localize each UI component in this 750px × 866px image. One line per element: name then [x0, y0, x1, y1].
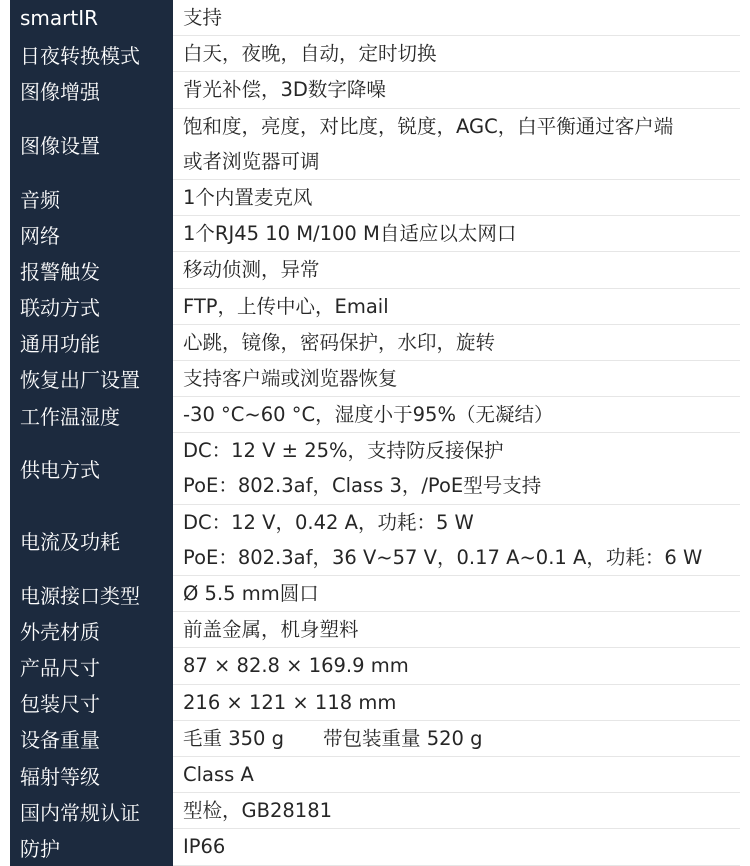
spec-label: 辐射等级 [10, 757, 173, 793]
spec-value [173, 757, 740, 793]
spec-row [10, 252, 740, 288]
spec-value [173, 252, 740, 288]
spec-row [10, 36, 740, 72]
spec-row [10, 721, 740, 757]
spec-value-line: 背光补偿，3D数字降噪 [183, 78, 386, 102]
spec-value-line: Ø 5.5 mm圆口 [183, 582, 319, 605]
spec-value-line: DC：12 V，0.42 A，功耗：5 W [183, 510, 474, 534]
spec-value [173, 109, 740, 180]
spec-label: 电流及功耗 [10, 505, 173, 576]
spec-value [173, 0, 740, 36]
spec-label: 图像设置 [10, 109, 173, 180]
spec-value [173, 793, 740, 829]
spec-value-line: PoE：802.3af，Class 3，/PoE型号支持 [183, 474, 542, 498]
spec-row [10, 685, 740, 721]
spec-table [10, 0, 740, 866]
spec-value-line: 支持客户端或浏览器恢复 [183, 366, 398, 390]
spec-label: 外壳材质 [10, 612, 173, 648]
spec-value [173, 397, 740, 433]
spec-label: 报警触发 [10, 252, 173, 288]
spec-label: 包装尺寸 [10, 685, 173, 721]
spec-value-line: 毛重 350 g 带包装重量 520 g [183, 726, 483, 750]
spec-value-line: 前盖金属，机身塑料 [183, 618, 359, 642]
spec-label: 产品尺寸 [10, 648, 173, 684]
spec-value-line: 87 × 82.8 × 169.9 mm [183, 654, 409, 678]
spec-row [10, 289, 740, 325]
spec-value-line: IP66 [183, 835, 226, 859]
spec-value [173, 612, 740, 648]
spec-value-line: 饱和度，亮度，对比度，锐度，AGC，白平衡通过客户端 [183, 114, 674, 138]
spec-row [10, 433, 740, 504]
spec-value [173, 361, 740, 397]
spec-row [10, 325, 740, 361]
spec-row [10, 0, 740, 36]
spec-value [173, 505, 740, 576]
spec-value [173, 721, 740, 757]
spec-value-line: 或者浏览器可调 [183, 149, 320, 173]
spec-value [173, 576, 740, 612]
spec-label: 图像增强 [10, 72, 173, 108]
spec-value-line: 白天，夜晚，自动，定时切换 [183, 42, 437, 66]
spec-value [173, 829, 740, 865]
spec-row [10, 361, 740, 397]
spec-value [173, 325, 740, 361]
spec-value-line: 型检，GB28181 [183, 799, 333, 823]
spec-row [10, 576, 740, 612]
spec-row [10, 829, 740, 865]
spec-label: 电源接口类型 [10, 576, 173, 612]
spec-value-line: PoE：802.3af，36 V~57 V，0.17 A~0.1 A，功耗：6 W [183, 545, 703, 569]
spec-value-line: FTP，上传中心，Email [183, 294, 389, 318]
spec-row [10, 180, 740, 216]
spec-value [173, 289, 740, 325]
spec-row [10, 505, 740, 576]
spec-row [10, 648, 740, 684]
spec-value-line: Class A [183, 762, 254, 786]
spec-label: 联动方式 [10, 289, 173, 325]
spec-label: 供电方式 [10, 433, 173, 504]
spec-label: 设备重量 [10, 721, 173, 757]
spec-value-line: 心跳，镜像，密码保护，水印，旋转 [183, 330, 496, 354]
spec-label: 国内常规认证 [10, 793, 173, 829]
spec-row [10, 612, 740, 648]
spec-row [10, 793, 740, 829]
spec-value [173, 36, 740, 72]
spec-label: 网络 [10, 216, 173, 252]
spec-value [173, 648, 740, 684]
spec-label: 音频 [10, 180, 173, 216]
spec-value [173, 180, 740, 216]
spec-value-line: DC：12 V ± 25%，支持防反接保护 [183, 439, 504, 463]
spec-value [173, 685, 740, 721]
spec-value [173, 216, 740, 252]
spec-value-line: 1个RJ45 10 M/100 M自适应以太网口 [183, 222, 517, 246]
spec-row [10, 109, 740, 180]
spec-row [10, 72, 740, 108]
spec-row [10, 397, 740, 433]
spec-label: 恢复出厂设置 [10, 361, 173, 397]
spec-label: 工作温湿度 [10, 397, 173, 433]
spec-label: 日夜转换模式 [10, 36, 173, 72]
spec-value-line: 216 × 121 × 118 mm [183, 690, 397, 714]
spec-label: 防护 [10, 829, 173, 865]
spec-label: smartIR [10, 0, 173, 36]
spec-value-line: -30 °C~60 °C，湿度小于95%（无凝结） [183, 403, 554, 427]
spec-value [173, 433, 740, 504]
spec-value [173, 72, 740, 108]
spec-row [10, 216, 740, 252]
spec-value-line: 支持 [183, 6, 223, 29]
spec-value-line: 1个内置麦克风 [183, 185, 313, 209]
spec-value-line: 移动侦测，异常 [183, 258, 320, 282]
spec-row [10, 757, 740, 793]
spec-label: 通用功能 [10, 325, 173, 361]
